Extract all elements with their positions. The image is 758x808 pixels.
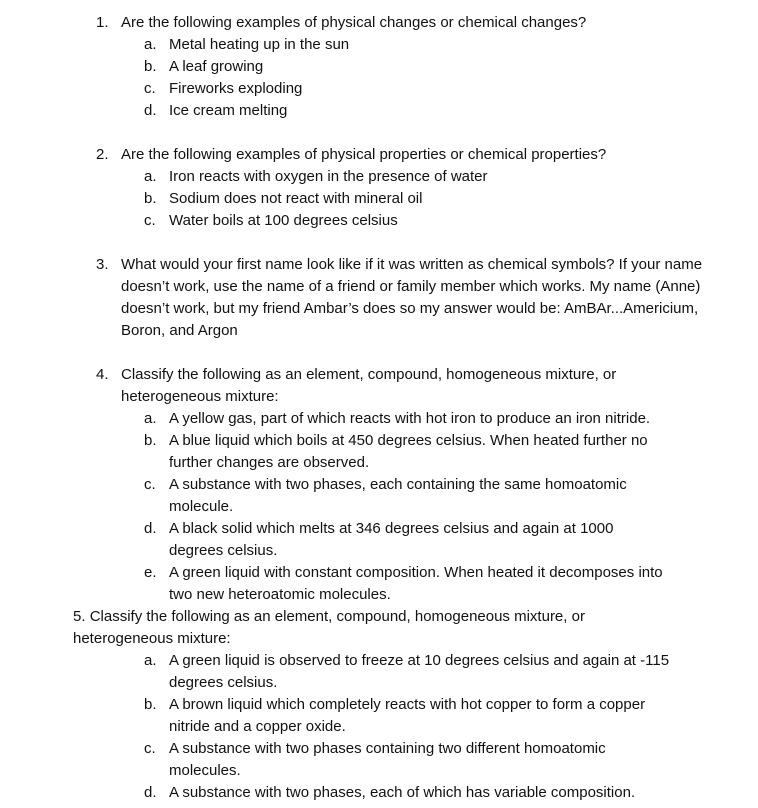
list-item (144, 78, 716, 100)
item-letter: b. (144, 190, 157, 207)
list-item (144, 518, 689, 562)
list-item (144, 694, 689, 738)
item-text: A leaf growing (169, 58, 264, 75)
item-letter: a. (144, 652, 157, 669)
question-number: 4. (96, 366, 109, 383)
item-letter: d. (144, 784, 157, 801)
list-item (144, 56, 716, 78)
question-items (144, 650, 689, 804)
item-letter: b. (144, 432, 157, 449)
question-1 (96, 12, 716, 122)
question-text: Are the following examples of physical properties or chemical properties? (121, 146, 607, 163)
item-text: Iron reacts with oxygen in the presence of water (169, 168, 488, 185)
question-5 (73, 606, 693, 804)
list-item (144, 430, 689, 474)
item-letter: c. (144, 740, 156, 757)
list-item (144, 782, 689, 804)
list-item (144, 474, 689, 518)
item-text: Sodium does not react with mineral oil (169, 190, 423, 207)
list-item (144, 166, 716, 188)
item-text: Fireworks exploding (169, 80, 303, 97)
item-letter: c. (144, 476, 156, 493)
question-number: 2. (96, 146, 109, 163)
list-item (144, 188, 716, 210)
list-item (144, 210, 716, 232)
item-text: Ice cream melting (169, 102, 288, 119)
item-letter: b. (144, 696, 157, 713)
item-letter: b. (144, 58, 157, 75)
item-text: A substance with two phases containing two different homoatomic molecules. (169, 740, 606, 779)
item-text: A brown liquid which completely reacts with hot copper to form a copper nitride and a copper oxide. (169, 696, 646, 735)
question-number: 5. (73, 608, 86, 625)
item-letter: e. (144, 564, 157, 581)
question-text: Are the following examples of physical changes or chemical changes? (121, 14, 587, 31)
question-text: Classify the following as an element, compound, homogeneous mixture, or heterogeneous mixture: (121, 366, 617, 405)
list-item (144, 650, 689, 694)
list-item (144, 34, 716, 56)
list-item (144, 738, 689, 782)
list-item (144, 562, 689, 606)
item-letter: a. (144, 168, 157, 185)
item-letter: a. (144, 410, 157, 427)
item-letter: a. (144, 36, 157, 53)
question-text: Classify the following as an element, compound, homogeneous mixture, or heterogeneous mixture: (73, 608, 585, 647)
question-2 (96, 144, 716, 232)
item-text: Metal heating up in the sun (169, 36, 350, 53)
item-text: A substance with two phases, each containing the same homoatomic molecule. (169, 476, 627, 515)
question-items (144, 408, 689, 606)
item-letter: d. (144, 102, 157, 119)
item-letter: d. (144, 520, 157, 537)
item-text: A green liquid is observed to freeze at 10 degrees celsius and again at -115 degrees celsius. (169, 652, 670, 691)
question-text-5 (73, 606, 633, 650)
item-text: Water boils at 100 degrees celsius (169, 212, 398, 229)
question-number: 1. (96, 14, 109, 31)
question-text: What would your first name look like if it was written as chemical symbols? If your name doesn’t work, use the name of a friend or family member which works. My name (Anne) doesn’t work, but my friend Ambar’s does so my answer would be: AmBAr...Americium, Boron, and Argon (121, 256, 703, 339)
item-text: A black solid which melts at 346 degrees celsius and again at 1000 degrees celsius. (169, 520, 614, 559)
list-item (144, 100, 716, 122)
question-items (144, 34, 716, 122)
question-3 (96, 254, 716, 342)
list-item (144, 408, 689, 430)
item-text: A green liquid with constant composition. When heated it decomposes into two new heteroatomic molecules. (169, 564, 663, 603)
question-4 (96, 364, 716, 606)
item-letter: c. (144, 212, 156, 229)
item-text: A blue liquid which boils at 450 degrees celsius. When heated further no further changes are observed. (169, 432, 648, 471)
question-number: 3. (96, 256, 109, 273)
item-text: A yellow gas, part of which reacts with hot iron to produce an iron nitride. (169, 410, 651, 427)
item-letter: c. (144, 80, 156, 97)
item-text: A substance with two phases, each of which has variable composition. (169, 784, 636, 801)
question-items (144, 166, 716, 232)
